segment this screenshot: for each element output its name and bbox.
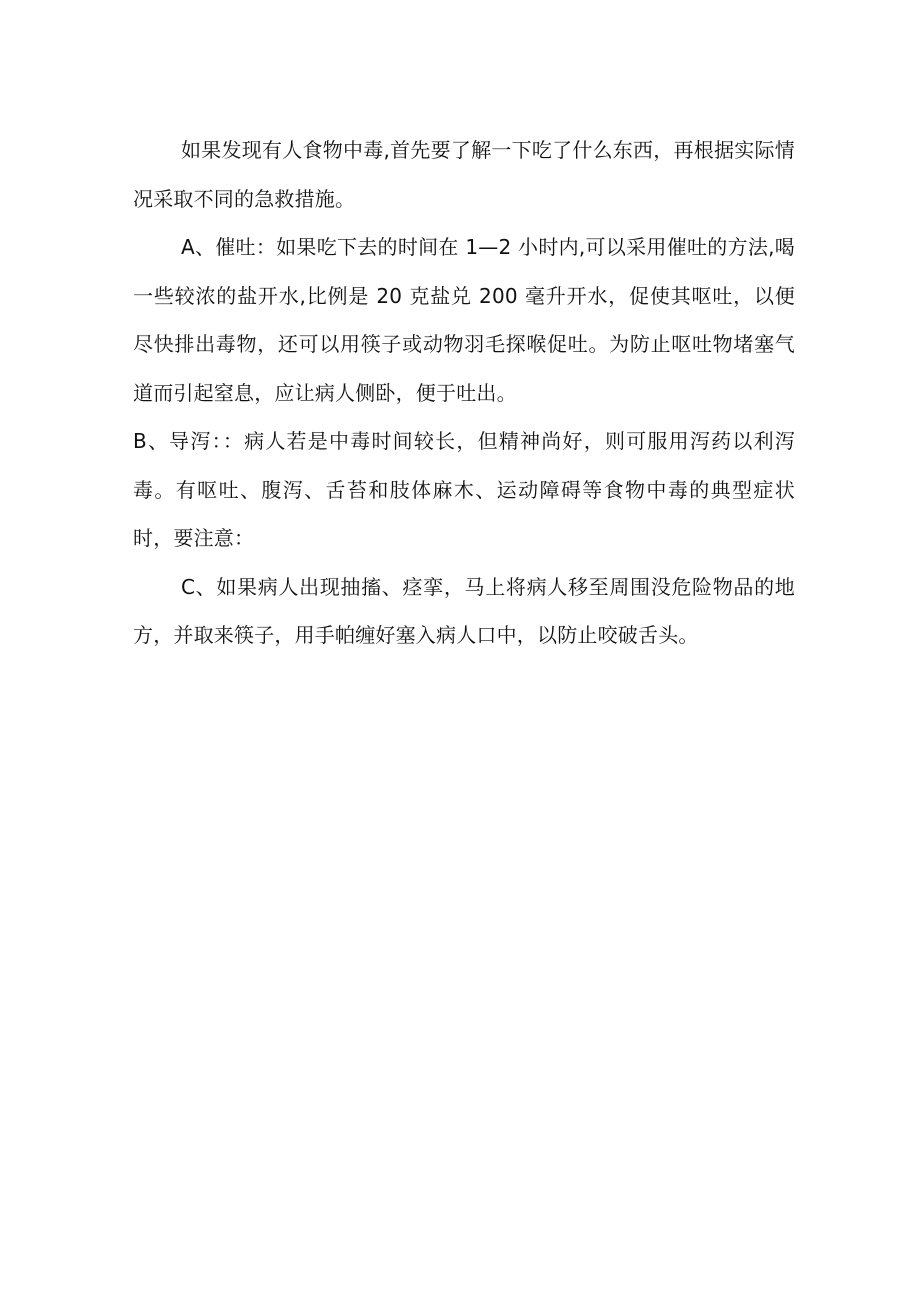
document-body — [133, 126, 795, 660]
paragraph-b-purge: B、导泻：：病人若是中毒时间较长，但精神尚好，则可服用泻药以利泻毒。有呕吐、腹泻、舌苔和肢体麻木、运动障碍等食物中毒的典型症状时，要注意： — [133, 429, 795, 550]
paragraph-a-induce-vomiting: A、催吐：如果吃下去的时间在 1—2 小时内,可以采用催吐的方法,喝一些较浓的盐开水,比例是 20 克盐兑 200 毫升开水，促使其呕吐，以便尽快排出毒物，还可以用筷子或动物羽毛探喉促吐。为防止呕吐物堵塞气道而引起窒息，应让病人侧卧，便于吐出。 — [133, 235, 795, 405]
paragraph-c-convulsions: C、如果病人出现抽搐、痉挛，马上将病人移至周围没危险物品的地方，并取来筷子，用手帕缠好塞入病人口中，以防止咬破舌头。 — [133, 574, 795, 647]
paragraph-intro: 如果发现有人食物中毒,首先要了解一下吃了什么东西，再根据实际情况采取不同的急救措施。 — [133, 138, 795, 211]
